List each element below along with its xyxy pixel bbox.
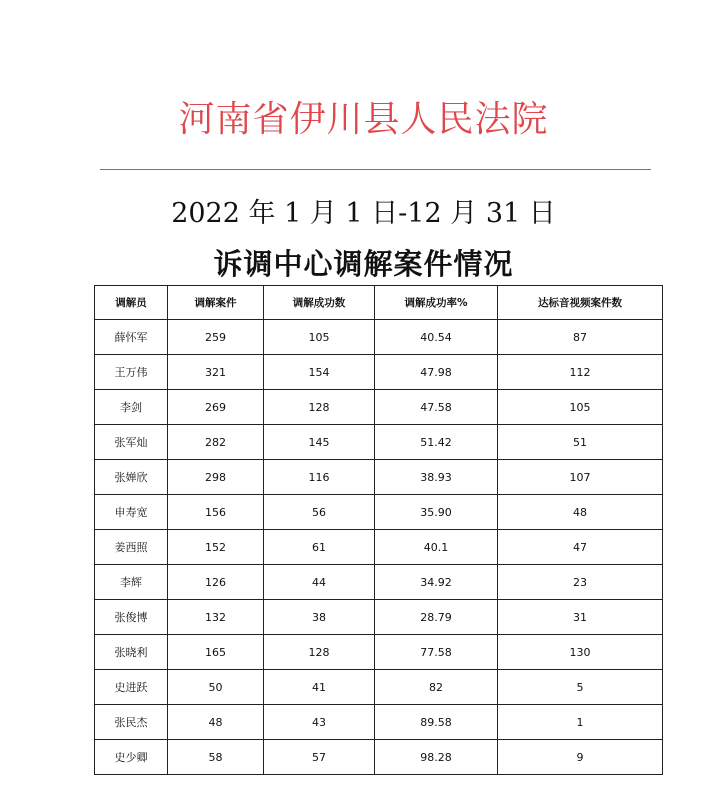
mediator-cell: 姜西照 bbox=[95, 530, 168, 565]
mediator-cell: 李辉 bbox=[95, 565, 168, 600]
av-cases-cell: 9 bbox=[498, 740, 663, 775]
mediator-cell: 申寿宽 bbox=[95, 495, 168, 530]
table-row bbox=[95, 530, 663, 565]
success-rate-cell: 40.1 bbox=[375, 530, 498, 565]
table-row bbox=[95, 600, 663, 635]
table-row bbox=[95, 460, 663, 495]
success-rate-cell: 47.98 bbox=[375, 355, 498, 390]
cases-cell: 152 bbox=[168, 530, 264, 565]
column-header-success-rate: 调解成功率% bbox=[375, 286, 498, 320]
success-rate-cell: 38.93 bbox=[375, 460, 498, 495]
cases-cell: 58 bbox=[168, 740, 264, 775]
mediator-cell: 张民杰 bbox=[95, 705, 168, 740]
column-header-av-cases: 达标音视频案件数 bbox=[498, 286, 663, 320]
success-count-cell: 128 bbox=[264, 635, 375, 670]
mediator-cell: 张晓利 bbox=[95, 635, 168, 670]
cases-cell: 132 bbox=[168, 600, 264, 635]
success-count-cell: 44 bbox=[264, 565, 375, 600]
success-count-cell: 41 bbox=[264, 670, 375, 705]
av-cases-cell: 47 bbox=[498, 530, 663, 565]
table-row bbox=[95, 355, 663, 390]
success-count-cell: 145 bbox=[264, 425, 375, 460]
table-row bbox=[95, 425, 663, 460]
success-count-cell: 38 bbox=[264, 600, 375, 635]
cases-cell: 269 bbox=[168, 390, 264, 425]
cases-cell: 282 bbox=[168, 425, 264, 460]
success-count-cell: 61 bbox=[264, 530, 375, 565]
success-rate-cell: 77.58 bbox=[375, 635, 498, 670]
success-count-cell: 43 bbox=[264, 705, 375, 740]
cases-cell: 298 bbox=[168, 460, 264, 495]
column-header-success-count: 调解成功数 bbox=[264, 286, 375, 320]
success-count-cell: 105 bbox=[264, 320, 375, 355]
report-period: 2022 年 1 月 1 日-12 月 31 日 bbox=[171, 198, 556, 229]
mediator-cell: 张婵欣 bbox=[95, 460, 168, 495]
success-rate-cell: 47.58 bbox=[375, 390, 498, 425]
table-row bbox=[95, 320, 663, 355]
av-cases-cell: 23 bbox=[498, 565, 663, 600]
success-count-cell: 154 bbox=[264, 355, 375, 390]
mediator-cell: 史少卿 bbox=[95, 740, 168, 775]
success-rate-cell: 35.90 bbox=[375, 495, 498, 530]
table-row bbox=[95, 635, 663, 670]
av-cases-cell: 112 bbox=[498, 355, 663, 390]
cases-cell: 126 bbox=[168, 565, 264, 600]
success-rate-cell: 51.42 bbox=[375, 425, 498, 460]
table-row bbox=[95, 705, 663, 740]
av-cases-cell: 107 bbox=[498, 460, 663, 495]
av-cases-cell: 105 bbox=[498, 390, 663, 425]
success-count-cell: 57 bbox=[264, 740, 375, 775]
success-count-cell: 116 bbox=[264, 460, 375, 495]
success-rate-cell: 82 bbox=[375, 670, 498, 705]
success-rate-cell: 34.92 bbox=[375, 565, 498, 600]
av-cases-cell: 87 bbox=[498, 320, 663, 355]
av-cases-cell: 130 bbox=[498, 635, 663, 670]
mediator-cell: 李剑 bbox=[95, 390, 168, 425]
av-cases-cell: 31 bbox=[498, 600, 663, 635]
success-rate-cell: 98.28 bbox=[375, 740, 498, 775]
mediator-cell: 张军灿 bbox=[95, 425, 168, 460]
av-cases-cell: 48 bbox=[498, 495, 663, 530]
table-body bbox=[95, 320, 663, 775]
report-title: 诉调中心调解案件情况 bbox=[213, 247, 514, 281]
cases-cell: 321 bbox=[168, 355, 264, 390]
success-rate-cell: 89.58 bbox=[375, 705, 498, 740]
av-cases-cell: 51 bbox=[498, 425, 663, 460]
success-rate-cell: 28.79 bbox=[375, 600, 498, 635]
cases-cell: 50 bbox=[168, 670, 264, 705]
cases-cell: 48 bbox=[168, 705, 264, 740]
mediator-cell: 王万伟 bbox=[95, 355, 168, 390]
cases-cell: 259 bbox=[168, 320, 264, 355]
court-name-heading: 河南省伊川县人民法院 bbox=[178, 99, 549, 140]
table-row bbox=[95, 565, 663, 600]
cases-cell: 165 bbox=[168, 635, 264, 670]
cases-cell: 156 bbox=[168, 495, 264, 530]
av-cases-cell: 5 bbox=[498, 670, 663, 705]
table-row bbox=[95, 495, 663, 530]
av-cases-cell: 1 bbox=[498, 705, 663, 740]
red-divider-line bbox=[100, 169, 651, 170]
success-count-cell: 56 bbox=[264, 495, 375, 530]
table-header-row bbox=[95, 286, 663, 320]
table-row bbox=[95, 670, 663, 705]
column-header-mediator: 调解员 bbox=[95, 286, 168, 320]
mediator-cell: 薛怀军 bbox=[95, 320, 168, 355]
table-row bbox=[95, 390, 663, 425]
success-count-cell: 128 bbox=[264, 390, 375, 425]
success-rate-cell: 40.54 bbox=[375, 320, 498, 355]
mediator-cell: 张俊博 bbox=[95, 600, 168, 635]
table-row bbox=[95, 740, 663, 775]
column-header-cases: 调解案件 bbox=[168, 286, 264, 320]
mediator-cell: 史进跃 bbox=[95, 670, 168, 705]
mediation-stats-table bbox=[94, 285, 663, 775]
